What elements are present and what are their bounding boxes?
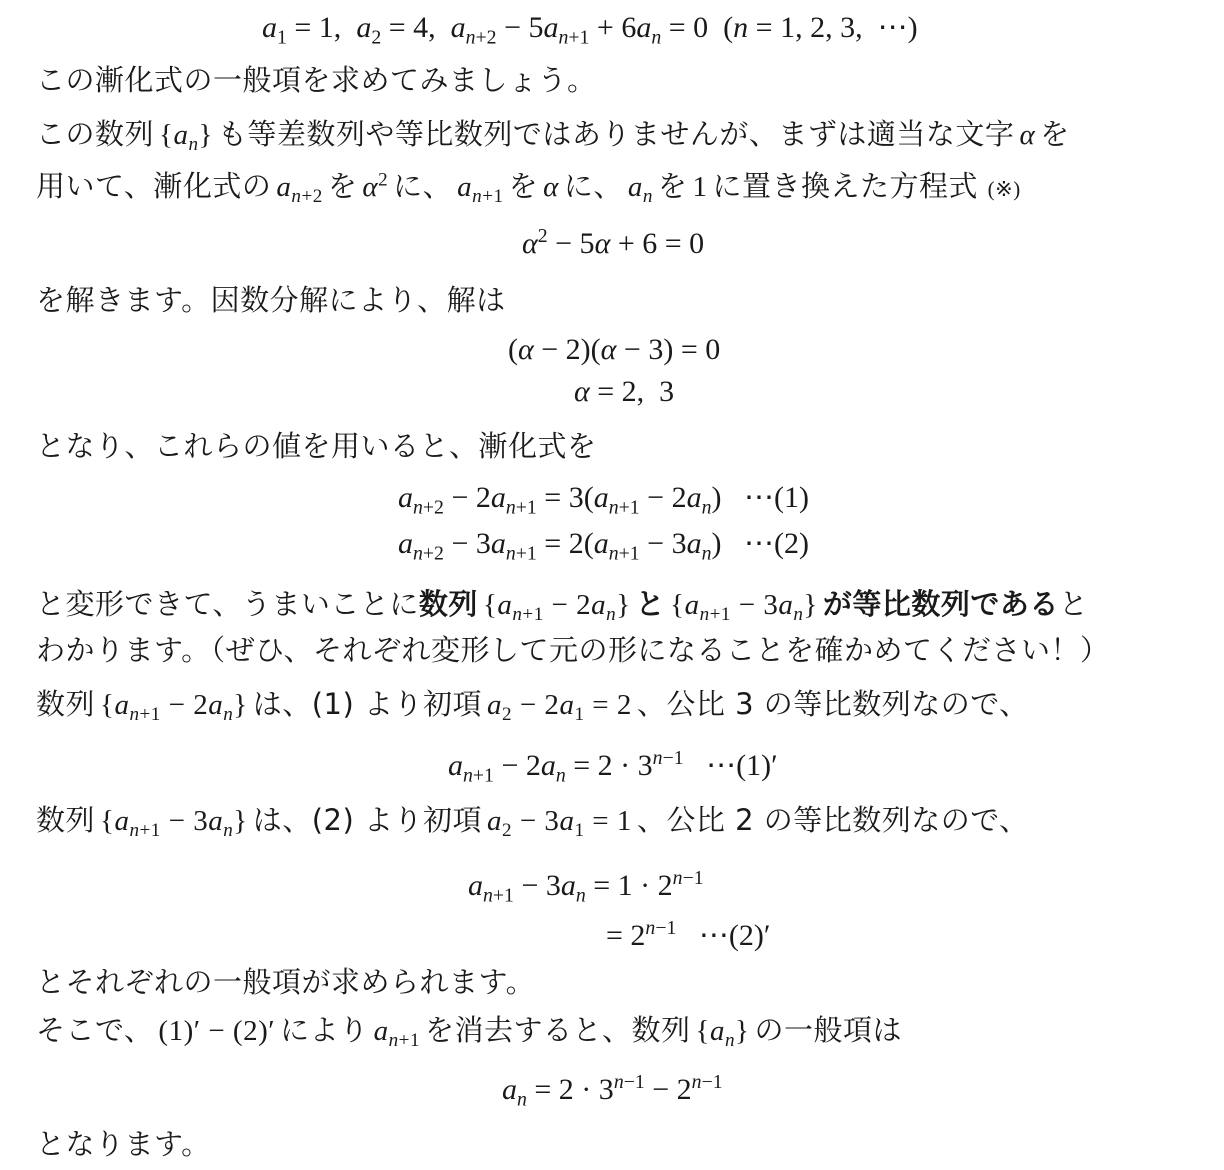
conclusion-text: となります。 xyxy=(36,1127,211,1161)
verify-note: わかります。（ぜひ、それぞれ変形して元の形になることを確かめてください！） xyxy=(36,633,1110,667)
transform-text: となり、これらの値を用いると、漸化式を xyxy=(36,429,597,463)
explanation-line-2: 用いて、漸化式の $a_{n+2}$ を $\alpha^2$ に、 $a_{n+1}$ を α に、 $a_n$ を 1 に置き換えた方程式 (※) xyxy=(36,169,1021,208)
general-terms-text: とそれぞれの一般項が求められます。 xyxy=(36,965,536,999)
equation-2-prime-b: = $2^{n-1}$ ⋯(2)′ xyxy=(606,917,771,952)
sequence-2-text: 数列 $\{a_{n+1} - 3a_n\}$ は、(2) より初項 $a_2 - 3a_1 = 1$ 、公比 2 の等比数列なので、 xyxy=(36,803,1029,842)
result-equation: $a_n = 2 \cdot 3^{n-1} - 2^{n-1}$ xyxy=(502,1071,723,1111)
equation-1: $a_{n+2} - 2a_{n+1} = 3(a_{n+1} - 2a_n)$ ⋯(1) xyxy=(398,481,809,519)
geometric-claim-line: と変形できて、うまいことに数列 $\{a_{n+1} - 2a_n\}$ と $\{a_{n+1} - 3a_n\}$ が等比数列であると xyxy=(36,587,1089,626)
factored-equation: (α − 2)(α − 3) = 0 xyxy=(508,333,721,366)
equation-1-prime: $a_{n+1} - 2a_n = 2 \cdot 3^{n-1}$ ⋯(1)′ xyxy=(448,747,778,787)
intro-text: この漸化式の一般項を求めてみましょう。 xyxy=(36,63,597,97)
eliminate-text: そこで、 (1)′ − (2)′ により $a_{n+1}$ を消去すると、数列 $\{a_n\}$ の一般項は xyxy=(36,1013,902,1052)
roots-equation: α = 2, 3 xyxy=(574,375,675,408)
recurrence-equation: $a_1 = 1$, $a_2 = 4$, $a_{n+2} - 5a_{n+1} + 6a_n = 0$ (n = 1, 2, 3, ⋯) xyxy=(262,11,918,49)
solve-text: を解きます。因数分解により、解は xyxy=(36,283,506,317)
equation-2: $a_{n+2} - 3a_{n+1} = 2(a_{n+1} - 3a_n)$ ⋯(2) xyxy=(398,527,809,565)
equation-2-prime-a: $a_{n+1} - 3a_n = 1 \cdot 2^{n-1}$ xyxy=(468,867,704,907)
explanation-line-1: この数列 $\{a_n\}$ も等差数列や等比数列ではありませんが、まずは適当な文字 α を xyxy=(36,117,1070,156)
characteristic-equation: $\alpha^2 - 5\alpha + 6 = 0$ xyxy=(522,225,705,260)
sequence-1-text: 数列 $\{a_{n+1} - 2a_n\}$ は、(1) より初項 $a_2 - 2a_1 = 2$ 、公比 3 の等比数列なので、 xyxy=(36,687,1029,726)
